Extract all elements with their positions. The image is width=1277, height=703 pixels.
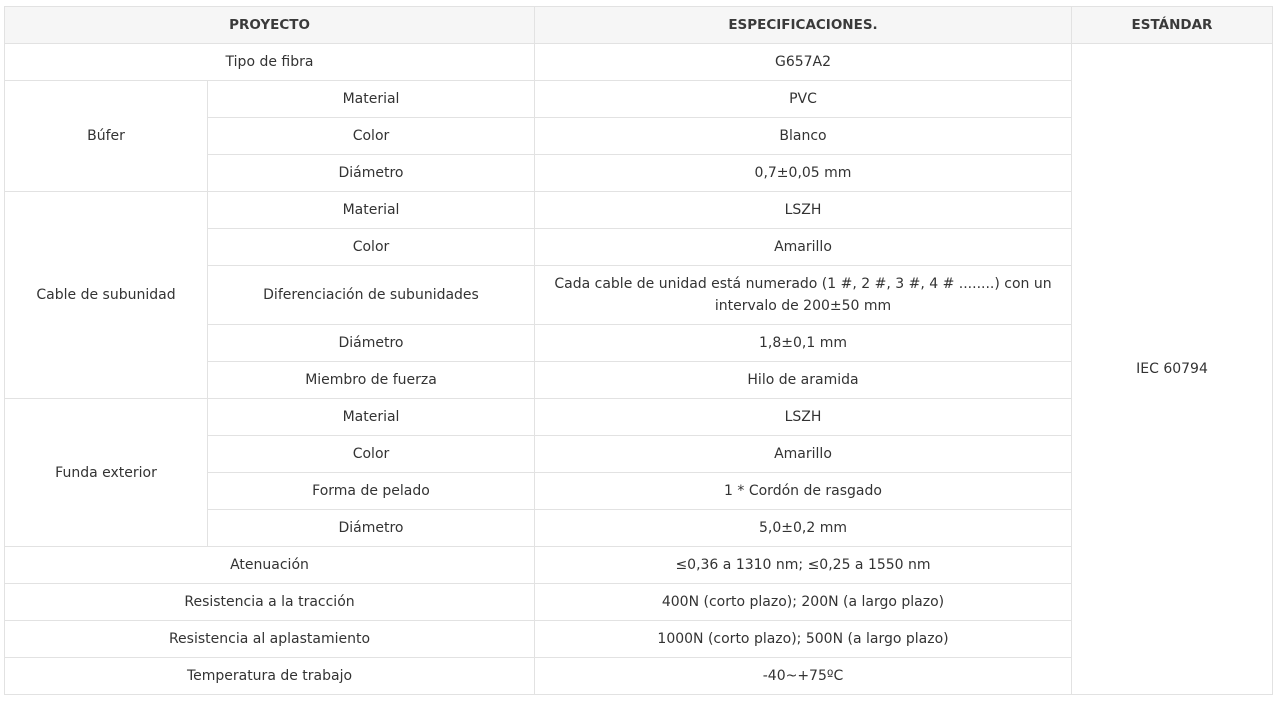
row-label: Temperatura de trabajo <box>5 658 535 695</box>
specifications-table <box>4 6 1273 695</box>
row-label: Material <box>208 81 535 118</box>
group-label-funda-exterior: Funda exterior <box>5 399 208 547</box>
row-value: 1 * Cordón de rasgado <box>535 473 1072 510</box>
row-value: 400N (corto plazo); 200N (a largo plazo) <box>535 584 1072 621</box>
row-value: -40~+75ºC <box>535 658 1072 695</box>
row-label: Diámetro <box>208 325 535 362</box>
row-label: Atenuación <box>5 547 535 584</box>
row-value: PVC <box>535 81 1072 118</box>
row-label: Resistencia al aplastamiento <box>5 621 535 658</box>
row-label: Diámetro <box>208 510 535 547</box>
row-label: Diferenciación de subunidades <box>208 266 535 325</box>
row-value: ≤0,36 a 1310 nm; ≤0,25 a 1550 nm <box>535 547 1072 584</box>
row-label: Material <box>208 399 535 436</box>
row-label: Color <box>208 436 535 473</box>
header-proyecto: PROYECTO <box>5 7 535 44</box>
row-value: 1000N (corto plazo); 500N (a largo plazo) <box>535 621 1072 658</box>
row-value: LSZH <box>535 192 1072 229</box>
row-label: Tipo de fibra <box>5 44 535 81</box>
row-label: Forma de pelado <box>208 473 535 510</box>
row-label: Color <box>208 229 535 266</box>
row-label: Miembro de fuerza <box>208 362 535 399</box>
row-value: 5,0±0,2 mm <box>535 510 1072 547</box>
table-row <box>5 44 1273 81</box>
row-label: Resistencia a la tracción <box>5 584 535 621</box>
row-label: Color <box>208 118 535 155</box>
row-value: G657A2 <box>535 44 1072 81</box>
header-especificaciones: ESPECIFICACIONES. <box>535 7 1072 44</box>
row-value: Amarillo <box>535 229 1072 266</box>
row-value: 0,7±0,05 mm <box>535 155 1072 192</box>
row-label: Material <box>208 192 535 229</box>
row-label: Diámetro <box>208 155 535 192</box>
standard-cell: IEC 60794 <box>1072 44 1273 695</box>
row-value: 1,8±0,1 mm <box>535 325 1072 362</box>
group-label-cable-subunidad: Cable de subunidad <box>5 192 208 399</box>
row-value: Amarillo <box>535 436 1072 473</box>
row-value: Blanco <box>535 118 1072 155</box>
table-header-row <box>5 7 1273 44</box>
row-value: Hilo de aramida <box>535 362 1072 399</box>
row-value: Cada cable de unidad está numerado (1 #, 2 #, 3 #, 4 # ........) con un intervalo de 200±50 mm <box>535 266 1072 325</box>
row-value: LSZH <box>535 399 1072 436</box>
header-estandar: ESTÁNDAR <box>1072 7 1273 44</box>
group-label-bufer: Búfer <box>5 81 208 192</box>
